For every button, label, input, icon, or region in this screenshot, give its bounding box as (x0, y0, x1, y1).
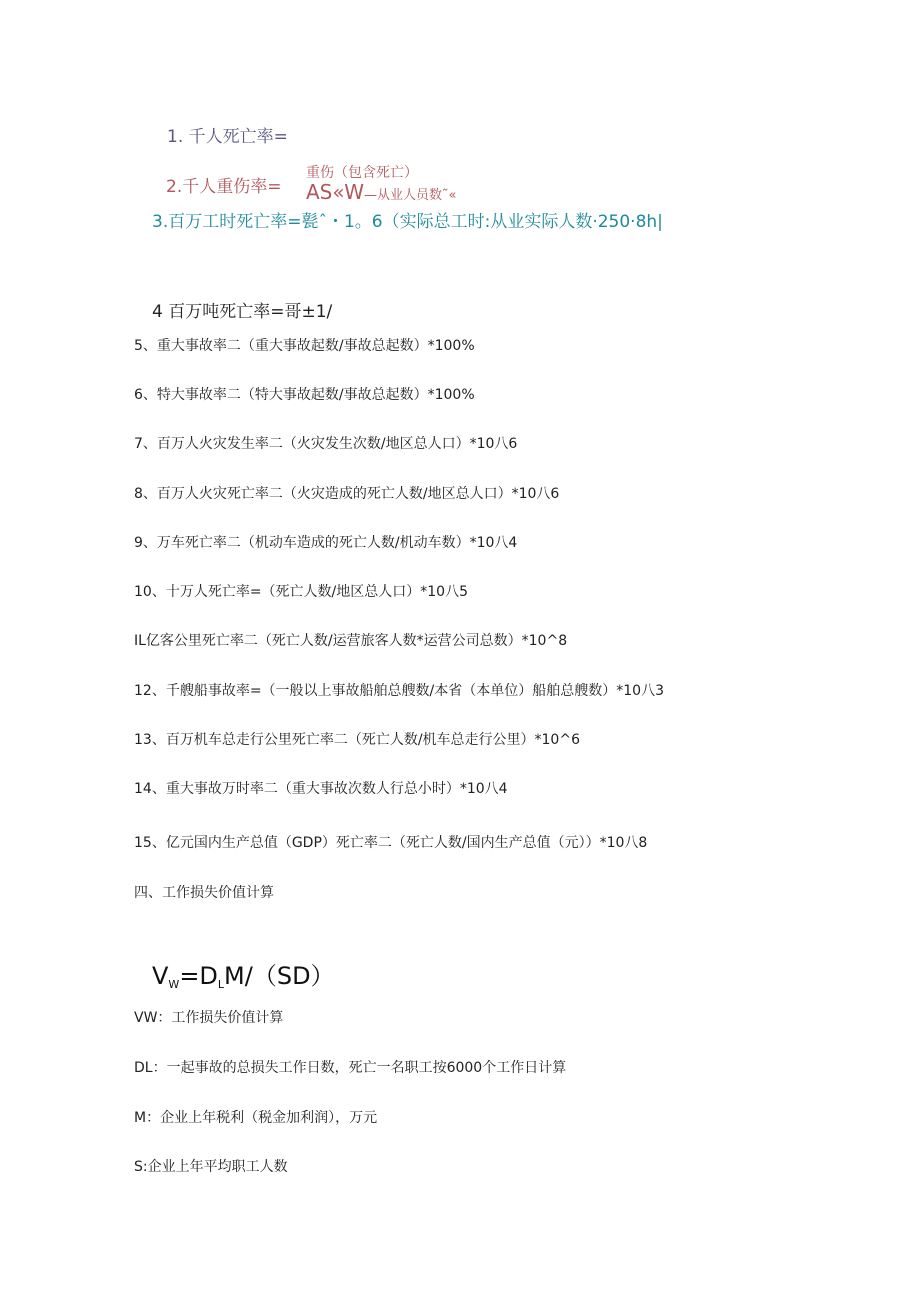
list-item: 15、亿元国内生产总值（GDP）死亡率二（死亡人数/国内生产总值（元））*10八8 (134, 835, 648, 851)
list-item: 14、重大事故万时率二（重大事故次数人行总小时）*10八4 (134, 781, 508, 797)
formula-2-label: 2.千人重伤率= (166, 177, 282, 197)
list-item: 10、十万人死亡率=（死亡人数/地区总人口）*10八5 (134, 584, 468, 600)
formula-w-subscript: W (168, 978, 180, 991)
formula-4: 4 百万吨死亡率=哥±1/ (152, 302, 333, 322)
list-item: 6、特大事故率二（特大事故起数/事故总起数）*100% (134, 387, 475, 403)
formula-2-denominator-sub: —从业人员数˜« (364, 188, 457, 203)
list-item: 8、百万人火灾死亡率二（火灾造成的死亡人数/地区总人口）*10八6 (134, 486, 560, 502)
list-item: 5、重大事故率二（重大事故起数/事故总起数）*100% (134, 338, 475, 354)
formula-2-numerator: 重伤（包含死亡） (306, 165, 418, 181)
list-item: 7、百万人火灾发生率二（火灾发生次数/地区总人口）*10八6 (134, 436, 518, 452)
definition-s: S:企业上年平均职工人数 (134, 1159, 288, 1175)
formula-2-denominator (306, 180, 457, 204)
formula-l-subscript: L (217, 978, 225, 991)
definition-dl: DL：一起事故的总损失工作日数，死亡一名职工按6000个工作日计算 (134, 1060, 567, 1076)
formula-rest: M/（SD） (224, 962, 335, 990)
formula-1: 1. 千人死亡率= (167, 127, 288, 147)
formula-3: 3.百万工时死亡率=甏ˆ・1。6（实际总工时:从业实际人数·250·8h| (152, 212, 663, 232)
list-item: 9、万车死亡率二（机动车造成的死亡人数/机动车数）*10八4 (134, 535, 518, 551)
definition-vw: VW：工作损失价值计算 (134, 1010, 284, 1026)
list-item: 13、百万机车总走行公里死亡率二（死亡人数/机车总走行公里）*10^6 (134, 732, 580, 748)
formula-eq: =D (179, 962, 218, 990)
section-heading: 四、工作损失价值计算 (134, 885, 274, 901)
list-item: 12、千艘船事故率=（一般以上事故船舶总艘数/本省（本单位）船舶总艘数）*10八3 (134, 683, 664, 699)
formula-2-denominator-main: AS«W (306, 180, 365, 204)
list-item: IL亿客公里死亡率二（死亡人数/运营旅客人数*运营公司总数）*10^8 (134, 633, 568, 649)
definition-m: M：企业上年税利（税金加利润），万元 (134, 1110, 378, 1126)
formula-v: V (152, 962, 169, 990)
value-formula (152, 956, 335, 991)
